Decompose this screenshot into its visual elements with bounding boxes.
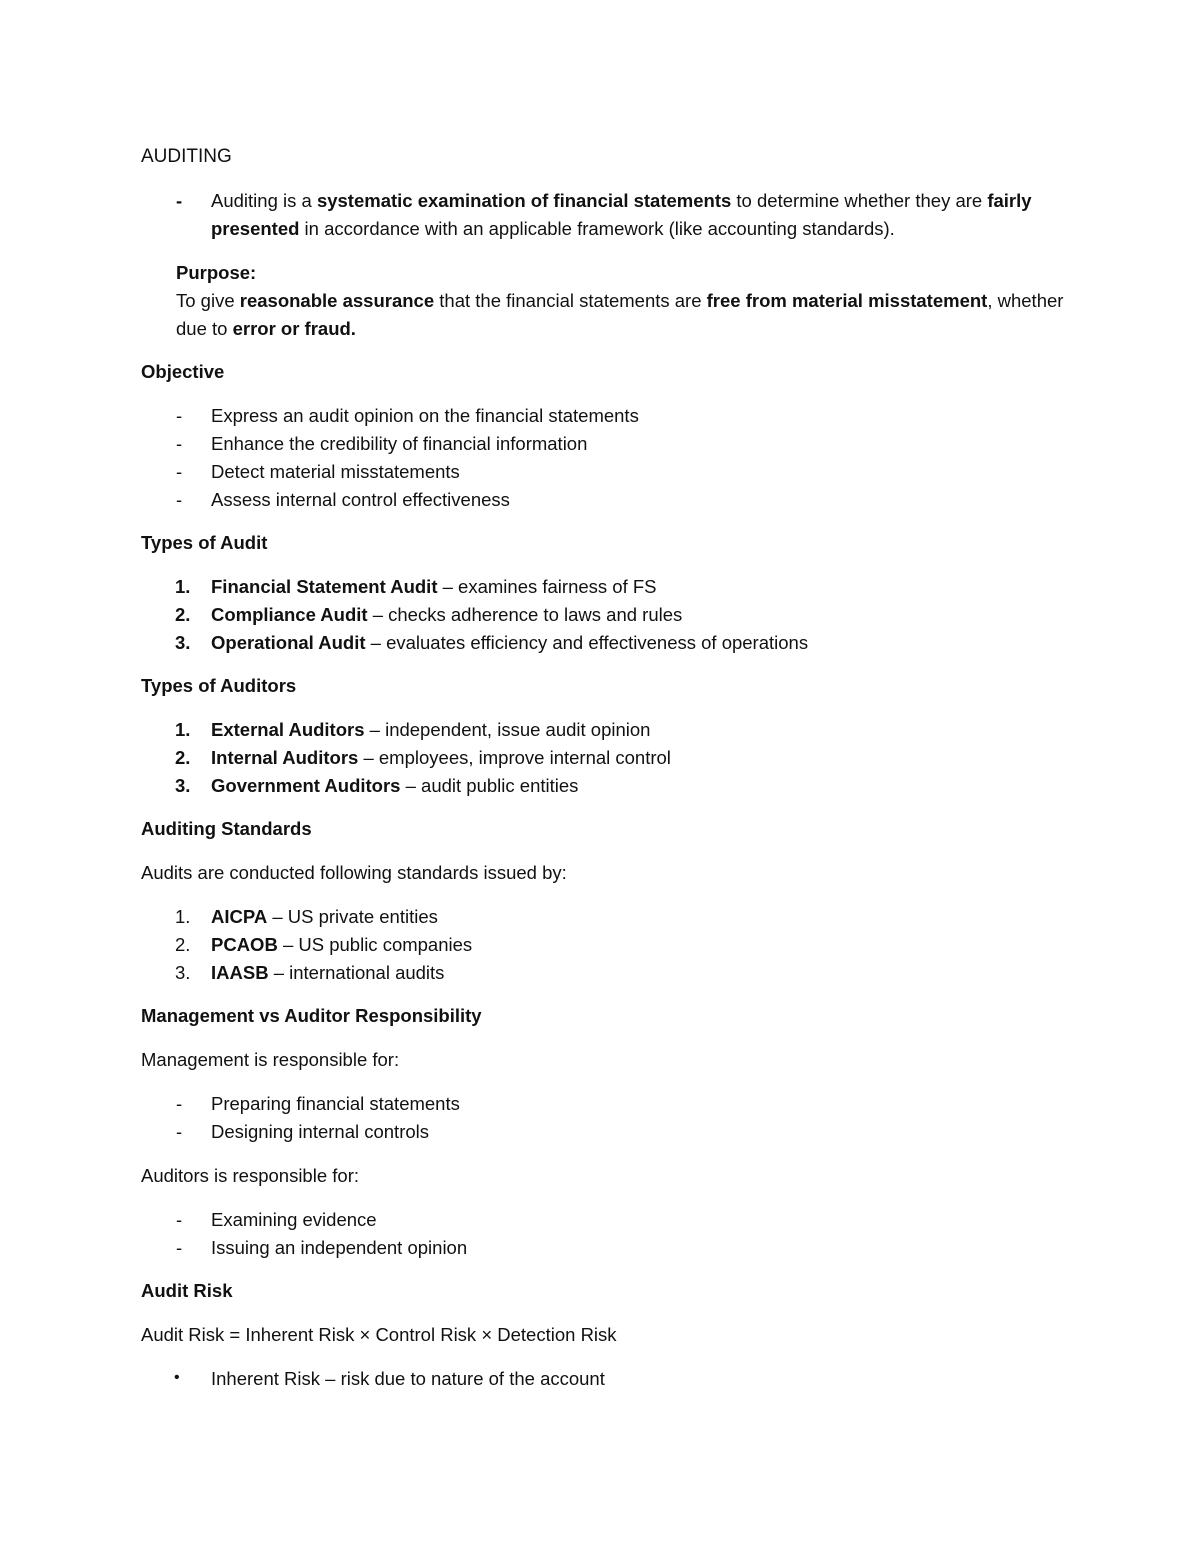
list-item-desc: – audit public entities — [400, 775, 579, 796]
list-dash-marker: - — [176, 433, 183, 454]
list-item — [141, 1234, 1071, 1262]
list-item-text: Designing internal controls — [211, 1121, 430, 1142]
list-item — [141, 1365, 1071, 1393]
list-item-desc: – US private entities — [267, 906, 438, 927]
purpose-bold: free from material misstatement — [706, 290, 988, 311]
list-dash-marker: - — [176, 1237, 183, 1258]
list-item-text: Enhance the credibility of financial information — [211, 433, 588, 454]
purpose-text: that the financial statements are — [434, 290, 707, 311]
list-item-desc: – examines fairness of FS — [437, 576, 657, 597]
list-dash-marker: - — [176, 1209, 183, 1230]
objective-list — [141, 402, 1071, 514]
objective-heading: Objective — [141, 361, 225, 382]
list-dash-marker: - — [176, 1121, 183, 1142]
list-number-marker: 1. — [175, 719, 191, 740]
list-number-marker: 2. — [175, 747, 191, 768]
auditing-standards-list — [141, 903, 1071, 987]
list-item-text: Assess internal control effectiveness — [211, 489, 510, 510]
list-item — [141, 486, 1071, 514]
purpose-text: , whether due to — [176, 290, 1064, 339]
list-item-desc: – evaluates efficiency and effectiveness of operations — [365, 632, 809, 653]
list-item-text: Examining evidence — [211, 1209, 377, 1230]
responsibility-heading: Management vs Auditor Responsibility — [141, 1005, 482, 1026]
document-body — [141, 143, 1071, 1393]
intro-bold: systematic examination of financial statements — [316, 190, 732, 211]
list-item-text: Express an audit opinion on the financial statements — [211, 405, 639, 426]
management-intro: Management is responsible for: — [141, 1049, 400, 1070]
list-item — [141, 601, 1071, 629]
list-item-term: Internal Auditors — [211, 747, 359, 768]
intro-text: to determine whether they are — [731, 190, 988, 211]
list-item — [141, 458, 1071, 486]
list-item-desc: – US public companies — [277, 934, 473, 955]
audit-risk-formula: Audit Risk = Inherent Risk × Control Risk × Detection Risk — [141, 1324, 617, 1345]
list-item-term: Compliance Audit — [211, 604, 368, 625]
list-item-text: Preparing financial statements — [211, 1093, 460, 1114]
auditing-standards-heading: Auditing Standards — [141, 818, 312, 839]
list-dash-marker: - — [176, 190, 183, 211]
list-number-marker: 1. — [175, 906, 191, 927]
list-item-text: Issuing an independent opinion — [211, 1237, 468, 1258]
list-item — [141, 1206, 1071, 1234]
auditor-list — [141, 1206, 1071, 1262]
purpose-block — [176, 259, 1071, 343]
list-item — [141, 1090, 1071, 1118]
audit-risk-heading: Audit Risk — [141, 1280, 233, 1301]
list-item-text: Detect material misstatements — [211, 461, 460, 482]
list-dash-marker: - — [176, 1093, 183, 1114]
audit-risk-list — [141, 1365, 1071, 1393]
management-list — [141, 1090, 1071, 1146]
list-item-term: Operational Audit — [211, 632, 366, 653]
list-item — [141, 772, 1071, 800]
intro-item — [141, 187, 1071, 243]
list-item — [141, 903, 1071, 931]
list-number-marker: 3. — [175, 632, 191, 653]
list-item — [141, 402, 1071, 430]
list-number-marker: 2. — [175, 604, 191, 625]
list-item-desc: – independent, issue audit opinion — [364, 719, 651, 740]
list-number-marker: 2. — [175, 934, 191, 955]
list-number-marker: 1. — [175, 576, 191, 597]
auditing-standards-intro: Audits are conducted following standards issued by: — [141, 862, 567, 883]
list-item-term: Financial Statement Audit — [211, 576, 438, 597]
list-dash-marker: - — [176, 461, 183, 482]
list-item — [141, 931, 1071, 959]
list-item-term: IAASB — [211, 962, 269, 983]
list-item-term: AICPA — [211, 906, 268, 927]
list-item-desc: – checks adherence to laws and rules — [367, 604, 683, 625]
list-item — [141, 629, 1071, 657]
list-item — [141, 1118, 1071, 1146]
types-of-auditors-list — [141, 716, 1071, 800]
list-item-desc: – international audits — [268, 962, 445, 983]
list-number-marker: 3. — [175, 775, 191, 796]
list-item — [141, 744, 1071, 772]
purpose-text: To give — [176, 290, 240, 311]
list-item-text: Inherent Risk – risk due to nature of the account — [211, 1368, 605, 1389]
types-of-auditors-heading: Types of Auditors — [141, 675, 297, 696]
auditor-intro: Auditors is responsible for: — [141, 1165, 359, 1186]
list-number-marker: 3. — [175, 962, 191, 983]
list-item-term: Government Auditors — [211, 775, 401, 796]
list-item — [141, 573, 1071, 601]
purpose-bold: error or fraud. — [232, 318, 356, 339]
document-title: AUDITING — [141, 146, 232, 167]
bullet-dot-marker: • — [174, 1369, 180, 1386]
list-item-term: PCAOB — [211, 934, 278, 955]
types-of-audit-heading: Types of Audit — [141, 532, 268, 553]
list-dash-marker: - — [176, 489, 183, 510]
types-of-audit-list — [141, 573, 1071, 657]
intro-text: in accordance with an applicable framework (like accounting standards). — [299, 218, 895, 239]
intro-text: Auditing is a — [211, 190, 317, 211]
list-item-desc: – employees, improve internal control — [358, 747, 671, 768]
purpose-bold: reasonable assurance — [239, 290, 435, 311]
list-item — [141, 430, 1071, 458]
list-item — [141, 959, 1071, 987]
intro-list — [141, 187, 1071, 243]
purpose-label: Purpose: — [176, 262, 257, 283]
list-dash-marker: - — [176, 405, 183, 426]
intro-bold: fairly presented — [211, 190, 1032, 239]
list-item-term: External Auditors — [211, 719, 365, 740]
list-item — [141, 716, 1071, 744]
